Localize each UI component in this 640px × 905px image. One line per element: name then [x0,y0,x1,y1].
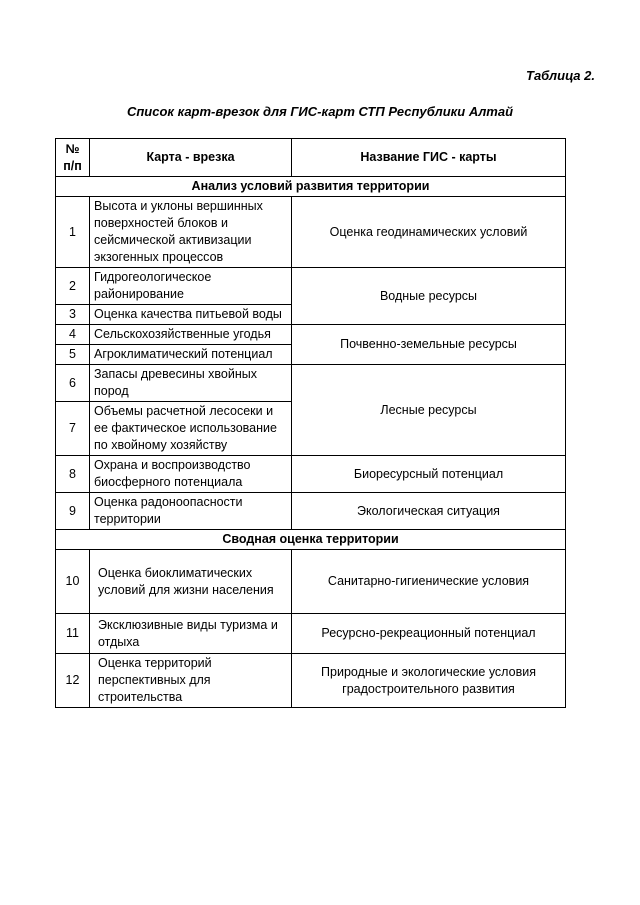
row-num: 6 [56,365,90,402]
row-num: 8 [56,456,90,493]
row-map: Охрана и воспроизводство биосферного потенциала [90,456,292,493]
row-num: 5 [56,345,90,365]
table-row [56,268,566,305]
row-num: 4 [56,325,90,345]
row-num: 3 [56,305,90,325]
row-map: Сельскохозяйственные угодья [90,325,292,345]
table-row [56,456,566,493]
row-map: Высота и уклоны вершинных поверхностей блоков и сейсмической активизации экзогенных процессов [90,197,292,268]
table-row [56,493,566,530]
row-num: 10 [56,550,90,614]
header-row [56,139,566,177]
header-gis: Название ГИС - карты [292,139,566,177]
row-gis: Оценка геодинамических условий [292,197,566,268]
section-title: Анализ условий развития территории [56,177,566,197]
row-map: Оценка территорий перспективных для строительства [90,654,292,708]
map-inset-table [55,138,566,708]
row-gis: Почвенно-земельные ресурсы [292,325,566,365]
table-row [56,654,566,708]
table-row [56,365,566,402]
header-num: № п/п [56,139,90,177]
row-map: Оценка радоноопасности территории [90,493,292,530]
row-gis: Экологическая ситуация [292,493,566,530]
row-num: 11 [56,614,90,654]
table-row [56,614,566,654]
row-map: Эксклюзивные виды туризма и отдыха [90,614,292,654]
table-row [56,197,566,268]
row-gis: Ресурсно-рекреационный потенциал [292,614,566,654]
row-map: Агроклиматический потенциал [90,345,292,365]
section-row [56,530,566,550]
table-row [56,325,566,345]
row-gis: Лесные ресурсы [292,365,566,456]
row-num: 2 [56,268,90,305]
row-num: 1 [56,197,90,268]
row-gis: Биоресурсный потенциал [292,456,566,493]
row-map: Оценка биоклиматических условий для жизни населения [90,550,292,614]
section-row [56,177,566,197]
row-map: Оценка качества питьевой воды [90,305,292,325]
row-num: 7 [56,402,90,456]
row-num: 9 [56,493,90,530]
row-map: Гидрогеологическое районирование [90,268,292,305]
table-caption: Список карт-врезок для ГИС-карт СТП Республики Алтай [126,104,514,119]
row-gis: Санитарно-гигиенические условия [292,550,566,614]
row-map: Запасы древесины хвойных пород [90,365,292,402]
row-gis: Природные и экологические условия градостроительного развития [292,654,566,708]
section-title: Сводная оценка территории [56,530,566,550]
table-row [56,550,566,614]
row-num: 12 [56,654,90,708]
row-gis: Водные ресурсы [292,268,566,325]
table-number: Таблица 2. [526,68,595,83]
header-map: Карта - врезка [90,139,292,177]
row-map: Объемы расчетной лесосеки и ее фактическое использование по хвойному хозяйству [90,402,292,456]
